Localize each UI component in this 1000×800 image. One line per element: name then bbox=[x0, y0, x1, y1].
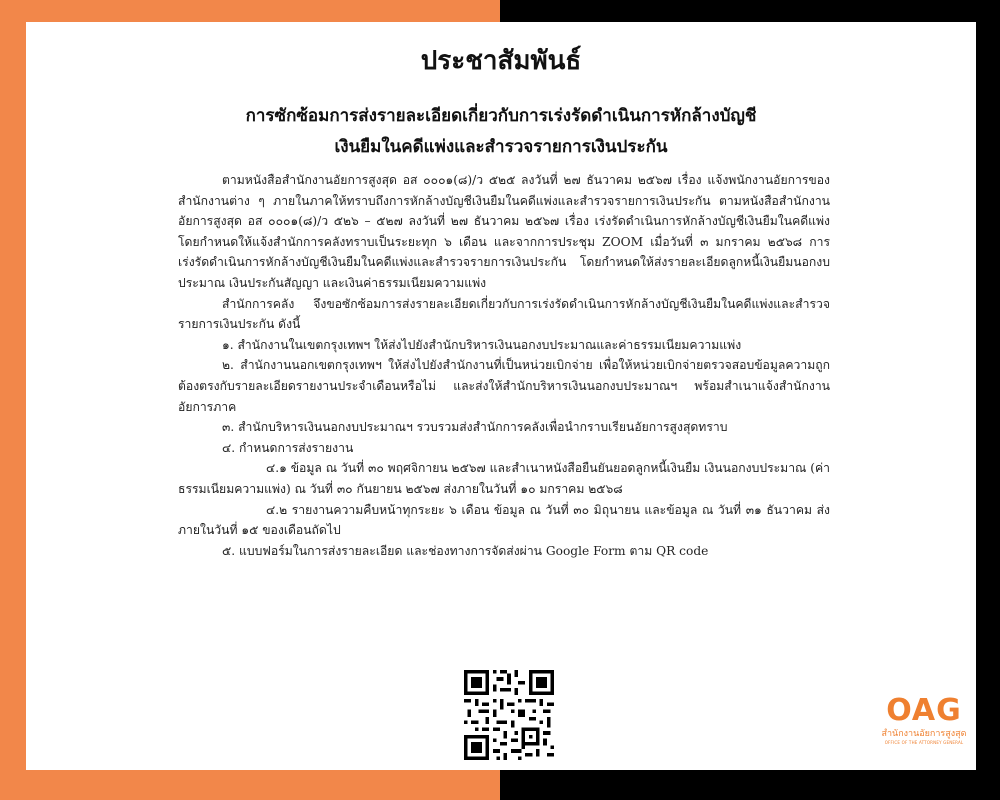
item-5: ๕. แบบฟอร์มในการส่งรายละเอียด และช่องทางการจัดส่งผ่าน Google Form ตาม QR code bbox=[222, 543, 709, 558]
subtitle-line-2: เงินยืมในคดีแพ่งและสำรวจรายการเงินประกัน bbox=[334, 137, 668, 157]
page-title: ประชาสัมพันธ์ bbox=[420, 46, 582, 76]
item-1: ๑. สำนักงานในเขตกรุงเทพฯ ให้ส่งไปยังสำนักบริหารเงินนอกงบประมาณและค่าธรรมเนียมความแพ่ง bbox=[222, 337, 742, 352]
qr-code-icon[interactable] bbox=[464, 670, 554, 760]
oag-logo-thai-name: สำนักงานอัยการสูงสุด bbox=[881, 729, 967, 739]
item-2: ๒. สำนักงานนอกเขตกรุงเทพฯ ให้ส่งไปยังสำนักงานที่เป็นหน่วยเบิกจ่าย เพื่อให้หน่วยเบิกจ่ายตรวจสอบข้อมูลความถูกต้องตรงกับรายละเอียดรายงานประจำเดือนหรือไม่ และส่งให้สำนักบริหารเงินนอกงบประมาณฯ พร้อมสำเนาแจ้งสำนักงานอัยการภาค bbox=[178, 358, 830, 414]
paragraph-reference: ตามหนังสือสำนักงานอัยการสูงสุด อส ๐๐๐๑(๘)/ว ๕๒๕ ลงวันที่ ๒๗ ธันวาคม ๒๕๖๗ เรื่อง แจ้งพนักงานอัยการของสำนักงานต่าง ๆ ภายในภาคให้ทราบถึงการหักล้างบัญชีเงินยืมในคดีแพ่งและสำรวจรายการเงินประกัน ตามหนังสือสำนักงานอัยการสูงสุด อส ๐๐๐๑(๘)/ว ๕๒๖ – ๕๒๗ ลงวันที่ ๒๗ ธันวาคม ๒๕๖๗ เรื่อง เร่งรัดดำเนินการหักล้างบัญชีเงินยืมในคดีแพ่งโดยกำหนดให้แจ้งสำนักการคลังทราบเป็นระยะทุก ๖ เดือน และจากการประชุม ZOOM เมื่อวันที่ ๓ มกราคม ๒๕๖๘ การเร่งรัดดำเนินการหักล้างบัญชีเงินยืมในคดีแพ่งและสำรวจรายการเงินประกัน โดยกำหนดให้ส่งรายละเอียดลูกหนี้เงินยืมนอกงบประมาณ เงินประกันสัญญา และเงินค่าธรรมเนียมความแพ่ง bbox=[178, 173, 830, 290]
announcement-body bbox=[178, 170, 830, 561]
oag-logo-english-name: OFFICE OF THE ATTORNEY GENERAL bbox=[884, 740, 964, 745]
item-4: ๔. กำหนดการส่งรายงาน bbox=[222, 440, 354, 455]
oag-logo-mark: OAG bbox=[886, 693, 962, 728]
item-4-1: ๔.๑ ข้อมูล ณ วันที่ ๓๐ พฤศจิกายน ๒๕๖๗ และสำเนาหนังสือยืนยันยอดลูกหนี้เงินยืม เงินนอกงบประมาณ (ค่าธรรมเนียมความแพ่ง) ณ วันที่ ๓๐ กันยายน ๒๕๖๗ ส่งภายในวันที่ ๑๐ มกราคม ๒๕๖๘ bbox=[178, 461, 830, 496]
subtitle-line-1: การซักซ้อมการส่งรายละเอียดเกี่ยวกับการเร่งรัดดำเนินการหักล้างบัญชี bbox=[245, 106, 757, 126]
announcement-paper bbox=[26, 22, 976, 770]
oag-logo bbox=[878, 694, 970, 764]
item-4-2: ๔.๒ รายงานความคืบหน้าทุกระยะ ๖ เดือน ข้อมูล ณ วันที่ ๓๐ มิถุนายน และข้อมูล ณ วันที่ ๓๑ ธันวาคม ส่งภายในวันที่ ๑๕ ของเดือนถัดไป bbox=[178, 502, 830, 538]
paragraph-intro: สำนักการคลัง จึงขอซักซ้อมการส่งรายละเอียดเกี่ยวกับการเร่งรัดดำเนินการหักล้างบัญชีเงินยืมในคดีแพ่งและสำรวจรายการเงินประกัน ดังนี้ bbox=[178, 296, 830, 332]
item-3: ๓. สำนักบริหารเงินนอกงบประมาณฯ รวบรวมส่งสำนักการคลังเพื่อนำกราบเรียนอัยการสูงสุดทราบ bbox=[222, 420, 728, 435]
